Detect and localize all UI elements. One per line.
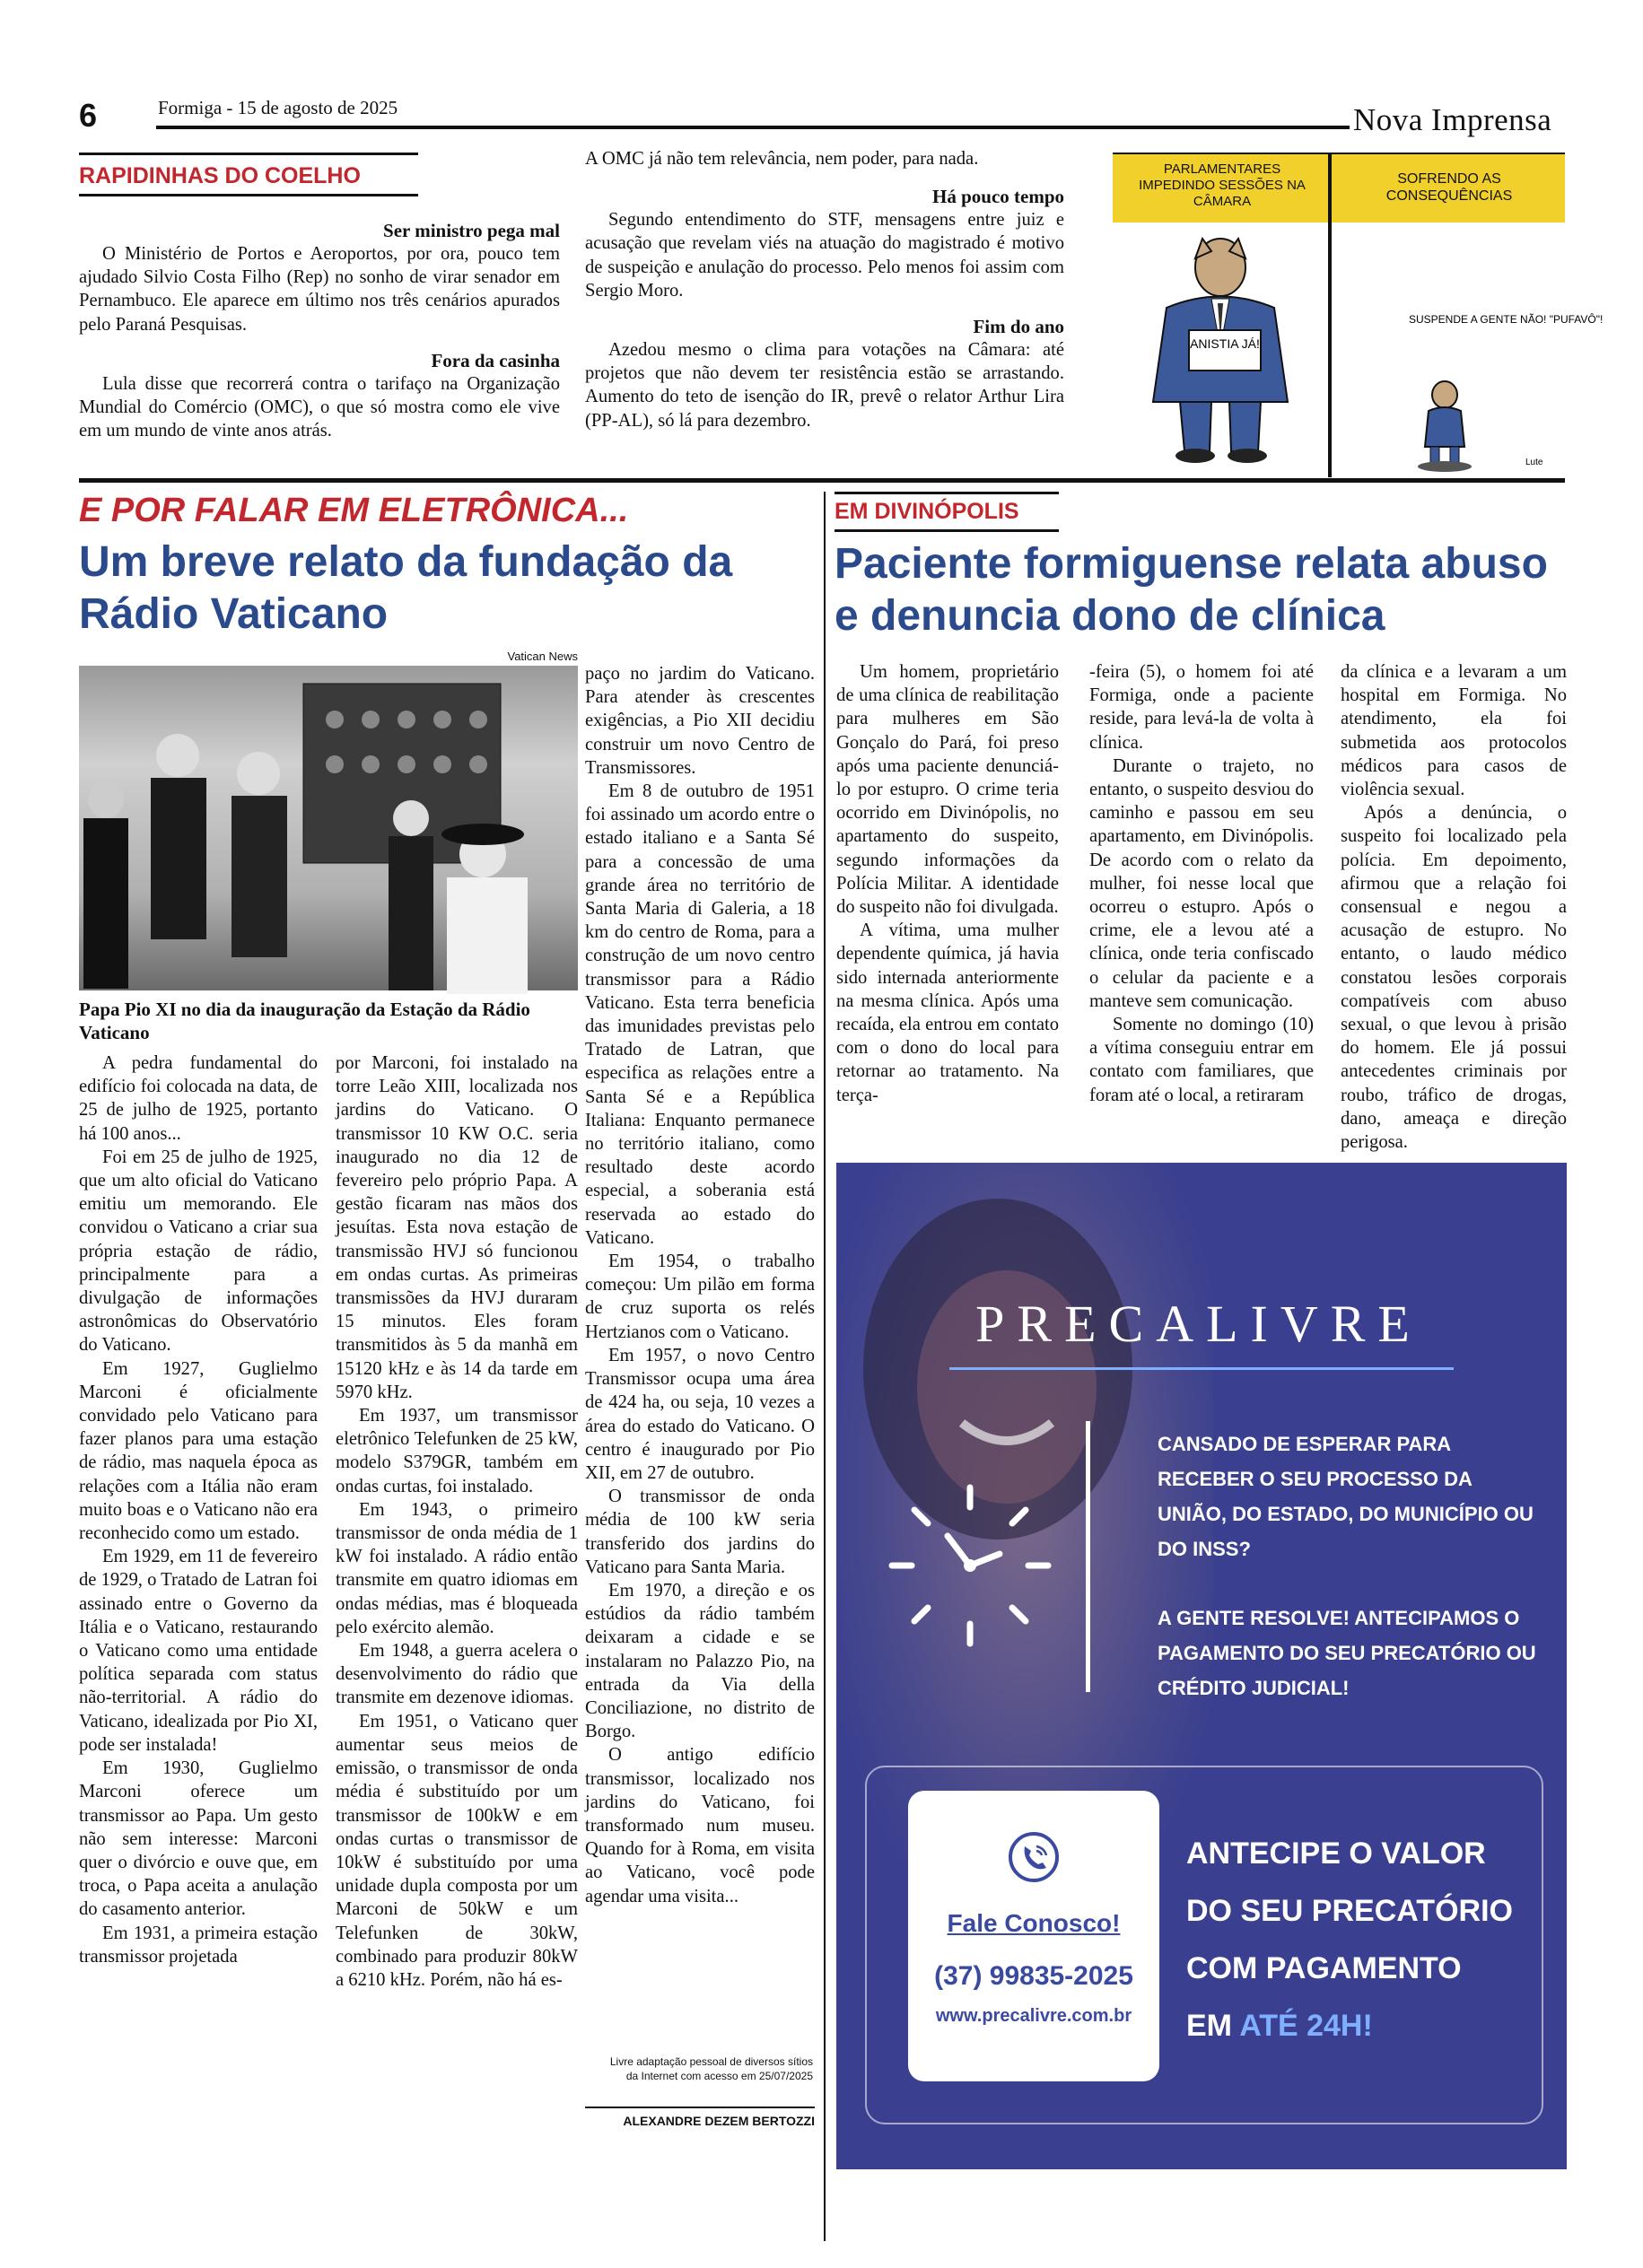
section-label: RAPIDINHAS DO COELHO (79, 163, 361, 188)
item-text: A OMC já não tem relevância, nem poder, para nada. (585, 149, 979, 169)
item-text: Lula disse que recorrerá contra o tarifaço na Organização Mundial do Comércio (OMC), o que só mostra como ele vive em um mundo de vinte anos atrás. (79, 373, 560, 441)
cta-line: COM PAGAMENTO (1186, 1951, 1462, 1985)
main-divider (79, 478, 1565, 483)
cta-line: ANTECIPE O VALOR (1186, 1836, 1486, 1871)
paragraph: por Marconi, foi instalado na torre Leão XIII, localizada nos jardins do Vaticano. O transmissor 10 KW O.C. seria inaugurado no dia 12 de fevereiro pelo próprio Papa. A gestão ficaram nas mãos dos jesuítas. Esta nova estação de transmissão HVJ só funcionou em ondas curtas. As primeiras transmissões da HVJ duraram 15 minutos. Eles foram transmitidos às 5 da manhã em 15120 kHz e às 14 da tarde em 5970 kHz. (336, 1053, 578, 1402)
paragraph: Em 8 de outubro de 1951 foi assinado um acordo entre o estado italiano e a Santa Sé para a concessão de uma grande área no território de Santa Maria di Galeria, a 18 km do centro de Roma, para a construção de um novo centro transmissor para a Rádio Vaticano. Esta terra beneficia das imunidades previstas pelo Tratado de Latran, que especifica as relações entre a Santa Sé e a República Italiana: Enquanto permanece no território italiano, como resultado deste acordo especial, a soberania está reservada ao estado do Vaticano. (585, 781, 815, 1248)
paragraph: Foi em 25 de julho de 1925, que um alto oficial do Vaticano emitiu um memorando. Ele convidou o Vaticano a criar sua própria estação de rádio, principalmente para a divulgação de informações astronômicas do Observatório do Vaticano. (79, 1147, 318, 1356)
precalivre-ad[interactable] (836, 1163, 1567, 2169)
ad-brand: PRECALIVRE (975, 1295, 1422, 1353)
masthead: Nova Imprensa (1353, 102, 1552, 137)
vatican-col1 (79, 1051, 318, 1968)
divinopolis-col2 (1089, 660, 1314, 1107)
paragraph: Em 1970, a direção e os estúdios da rádio também deixaram a cidade e se instalaram no Palazzo Pio, na entrada da Via della Conciliazione, no distrito de Borgo. (585, 1580, 815, 1742)
item-title: Fora da casinha (431, 349, 560, 371)
cartoon-speech: SUSPENDE A GENTE NÃO! "PUFAVÔ"! (1409, 313, 1604, 326)
contact-title[interactable]: Fale Conosco! (947, 1909, 1121, 1937)
ad-pitch2: A GENTE RESOLVE! ANTECIPAMOS O PAGAMENTO DO SEU PRECATÓRIO OU CRÉDITO JUDICIAL! (1158, 1607, 1536, 1699)
item-text: O Ministério de Portos e Aeroportos, por ora, pouco tem ajudado Silvio Costa Filho (Rep) no sonho de virar senador em Pernambuco. Ele aparece em último nos três cenários apurados pelo Paraná Pesquisas. (79, 244, 560, 335)
clock-icon (885, 1480, 1055, 1651)
cartoon-drawing (1113, 222, 1604, 477)
rapidinhas-col2 (585, 147, 1064, 432)
paragraph: Em 1927, Guglielmo Marconi é oficialmente convidado pelo Vaticano para fazer planos para uma estação de rádio, mas naquela época as relações com a Itália não eram muito boas e o Vaticano não era reconhecido como um estado. (79, 1358, 318, 1544)
photo-credit: Vatican News (507, 650, 578, 663)
item-text: Segundo entendimento do STF, mensagens entre juiz e acusação que revelam viés na atuação do magistrado é motivo de suspeição e anulação do processo. Pelo menos foi assim com Sergio Moro. (585, 210, 1064, 301)
section-rule (835, 529, 1059, 532)
divinopolis-headline: Paciente formiguense relata abuso e denuncia dono de clínica (835, 540, 1548, 640)
page-number: 6 (79, 97, 98, 134)
paragraph: O transmissor de onda média de 100 kW seria transferido dos jardins do Vaticano para Santa Maria. (585, 1487, 815, 1577)
section-rule (79, 194, 418, 196)
vatican-col2 (336, 1051, 578, 1992)
contact-website[interactable]: www.precalivre.com.br (935, 2006, 1132, 2026)
dateline: Formiga - 15 de agosto de 2025 (158, 97, 398, 118)
source-note: Livre adaptação pessoal de diversos sítios da Internet com acesso em 25/07/2025 (609, 2055, 813, 2082)
section-rule (79, 153, 418, 155)
phone-icon (1007, 1830, 1061, 1884)
item-title: Fim do ano (973, 316, 1064, 338)
author-rule (585, 2107, 815, 2108)
paragraph: Em 1943, o primeiro transmissor de onda média de 1 kW foi instalado. A rádio então transmite em quatro idiomas em ondas médias, mas é bloqueada pelo exército alemão. (336, 1499, 578, 1637)
paragraph: A pedra fundamental do edifício foi colocada na data, de 25 de julho de 1925, portanto há 100 anos... (79, 1053, 318, 1144)
paragraph: Um homem, proprietário de uma clínica de reabilitação para mulheres em São Gonçalo do Pará, foi preso após uma paciente denunciá-lo por estupro. O crime teria ocorrido em Divinópolis, no apartamento do suspeito, segundo informações da Polícia Militar. A identidade do suspeito não foi divulgada. (836, 662, 1059, 918)
divinopolis-col3 (1341, 660, 1567, 1154)
rapidinhas-col1 (79, 219, 560, 442)
big-politician-figure (1153, 239, 1288, 463)
cta-highlight: ATÉ 24H! (1239, 2009, 1373, 2043)
cta-prefix: EM (1186, 2009, 1240, 2043)
paragraph: Em 1951, o Vaticano quer aumentar seus meios de emissão, o transmissor de onda média é substituído por um transmissor de 100kW e em ondas curtas o transmissor de 10kW é substituído por uma unidade dupla composta por um Marconi de 50kW e um Telefunken de 30kW, combinado para produzir 80kW a 6210 kHz. Porém, não há es- (336, 1711, 578, 1990)
ad-cta (1186, 1825, 1545, 2054)
paragraph: Somente no domingo (10) a vítima conseguiu entrar em contato com familiares, que foram até o local, a retiraram (1089, 1015, 1314, 1105)
paragraph: Em 1957, o novo Centro Transmissor ocupa uma área de 424 ha, ou seja, 10 vezes a área do estado do Vaticano. O centro é inaugurado por Pio XII, em 27 de outubro. (585, 1345, 815, 1483)
divinopolis-col1 (836, 660, 1059, 1107)
ad-brand-rule (949, 1367, 1454, 1370)
cartoon-sign-text: ANISTIA JÁ! (1190, 336, 1260, 351)
vatican-kicker: E POR FALAR EM ELETRÔNICA... (79, 492, 629, 529)
vatican-col3 (585, 662, 815, 1908)
item-title: Há pouco tempo (932, 186, 1064, 208)
paragraph: Em 1937, um transmissor eletrônico Telefunken de 25 kW, modelo S379GR, também em ondas curtas, foi instalado. (336, 1406, 578, 1496)
photo-illustration (79, 666, 578, 990)
author: ALEXANDRE DEZEM BERTOZZI (623, 2114, 815, 2128)
ad-vertical-rule (1086, 1421, 1090, 1692)
paragraph: Em 1930, Guglielmo Marconi oferece um transmissor ao Papa. Um gesto não sem interesse: Marconi quer o divórcio e ouve que, em troca, o Papa aceita a anulação do casamento anterior. (79, 1758, 318, 1920)
paragraph: Em 1931, a primeira estação transmissor projetada (79, 1923, 318, 1967)
paragraph: Durante o trajeto, no entanto, o suspeito desviou do caminho e passou em seu apartamento, em Divinópolis. De acordo com o relato da mulher, foi nesse local que ocorreu o estupro. Após o crime, ele a levou até a clínica, onde teria confiscado o celular da paciente e a manteve sem comunicação. (1089, 755, 1314, 1011)
divinopolis-kicker: EM DIVINÓPOLIS (835, 499, 1019, 524)
column-divider (824, 492, 826, 2241)
cartoon-left-caption: PARLAMENTARES IMPEDINDO SESSÕES NA CÂMARA (1139, 161, 1306, 209)
vatican-headline: Um breve relato da fundação da Rádio Vaticano (79, 538, 733, 638)
contact-card[interactable] (908, 1791, 1159, 2081)
paragraph: -feira (5), o homem foi até Formiga, onde a paciente reside, para levá-la de volta à clínica. (1089, 662, 1314, 753)
cta-line: DO SEU PRECATÓRIO (1186, 1894, 1513, 1928)
cartoon-right-caption: SOFRENDO AS CONSEQUÊNCIAS (1385, 171, 1513, 204)
section-rule (835, 492, 1059, 494)
paragraph: Após a denúncia, o suspeito foi localizado pela polícia. Em depoimento, afirmou que a relação foi consensual e negou a acusação de estupro. No entanto, o laudo médico constatou lesões corporais compatíveis com abuso sexual, o que levou à prisão do homem. Ele já possui antecedentes criminais por roubo, tráfico de drogas, dano, ameaça e direção perigosa. (1341, 803, 1567, 1153)
paragraph: Em 1948, a guerra acelera o desenvolvimento do rádio que transmite em dezenove idiomas. (336, 1641, 578, 1708)
vatican-photo (79, 666, 578, 990)
paragraph: A vítima, uma mulher dependente química, já havia sido internada anteriormente na mesma clínica. Após uma recaída, ela entrou em contato com o dono do local para retornar ao tratamento. Na terça- (836, 920, 1059, 1105)
paragraph: Em 1929, em 11 de fevereiro de 1929, o Tratado de Latran foi assinado entre o Governo da Itália e o Vaticano, restaurando o Vaticano como uma entidade política separada com status não-territorial. A rádio do Vaticano, idealizada por Pio XI, pode ser instalada! (79, 1547, 318, 1755)
ad-pitch: CANSADO DE ESPERAR PARA RECEBER O SEU PROCESSO DA UNIÃO, DO ESTADO, DO MUNICÍPIO OU DO INSS? (1158, 1433, 1534, 1560)
paragraph: O antigo edifício transmissor, localizado nos jardins do Vaticano, foi transformado num museu. Quando for à Roma, em visita ao Vaticano, você pode agendar uma visita... (585, 1745, 815, 1906)
cartoon-signature: Lute (1525, 458, 1543, 467)
cartoon (1113, 153, 1604, 475)
item-text: Azedou mesmo o clima para votações na Câmara: até projetos que não devem ter resistência estão se arrastando. Aumento do teto de isenção do IR, prevê o relator Arthur Lira (PP-AL), só lá para dezembro. (585, 340, 1064, 431)
photo-caption: Papa Pio XI no dia da inauguração da Estação da Rádio Vaticano (79, 999, 530, 1043)
contact-phone[interactable]: (37) 99835-2025 (934, 1961, 1133, 1991)
cta-line (1186, 1997, 1545, 2054)
paragraph: Em 1954, o trabalho começou: Um pilão em forma de cruz suporta os relés Hertzianos com o Vaticano. (585, 1252, 815, 1342)
paragraph: da clínica e a levaram a um hospital em Formiga. No atendimento, ela foi submetida aos protocolos médicos para casos de violência sexual. (1341, 662, 1567, 800)
item-title: Ser ministro pega mal (383, 220, 560, 241)
header-rule (156, 126, 1350, 129)
paragraph: paço no jardim do Vaticano. Para atender às crescentes exigências, a Pio XII decidiu construir um novo Centro de Transmissores. (585, 664, 815, 778)
small-politician-figure (1418, 381, 1472, 472)
